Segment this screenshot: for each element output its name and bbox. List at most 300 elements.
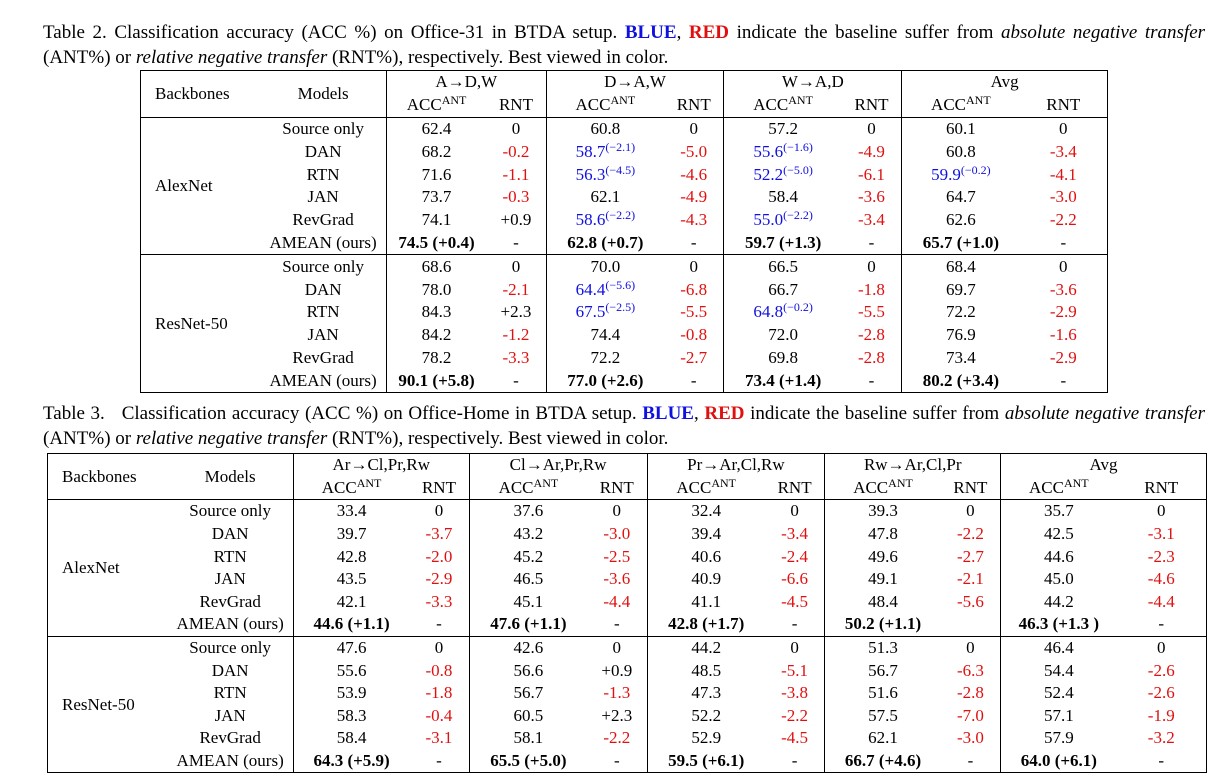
acc-cell [1001, 568, 1117, 591]
acc-cell [647, 727, 765, 750]
model-cell: JAN [214, 705, 246, 725]
rnt-cell: -5.5 [680, 302, 708, 322]
acc-cell [1001, 750, 1117, 773]
rnt-cell: -2.9 [1049, 347, 1077, 367]
rnt-cell: -3.3 [502, 347, 530, 367]
rnt-cell: -3.7 [425, 524, 453, 544]
header-group: Avg [1001, 454, 1207, 477]
header-acc-sup: ANT [533, 475, 559, 490]
acc-cell [386, 301, 486, 324]
rnt-cell: -1.3 [603, 683, 631, 703]
acc-value: 55.6 [336, 660, 367, 680]
acc-value: 59.5 (+6.1) [668, 751, 745, 771]
header-rnt: RNT [498, 95, 533, 115]
acc-cell [825, 636, 941, 659]
acc-cell [724, 324, 842, 347]
acc-value: 37.6 [513, 501, 544, 521]
acc-value: 56.3 [575, 164, 606, 184]
acc-value: 57.1 [1043, 705, 1074, 725]
table3-caption [43, 401, 1205, 451]
acc-value: 39.7 [336, 524, 367, 544]
header-acc-text: ACC [498, 477, 534, 497]
rnt-cell: 0 [409, 500, 469, 523]
acc-cell [647, 568, 765, 591]
acc-cell [293, 705, 409, 728]
rnt-cell: - [613, 751, 620, 771]
rnt-cell: - [868, 232, 875, 252]
rnt-cell: -2.8 [858, 325, 885, 345]
acc-value: 72.2 [945, 302, 976, 322]
model-cell: Source only [167, 636, 293, 659]
acc-cell [546, 278, 664, 301]
rnt-cell: +0.9 [500, 210, 532, 230]
acc-cell [902, 347, 1020, 370]
rnt-cell: - [967, 751, 974, 771]
model-cell: Source only [260, 255, 386, 278]
acc-value: 64.4 [575, 279, 606, 299]
header-rnt: RNT [421, 477, 456, 497]
acc-cell [293, 545, 409, 568]
header-rnt: RNT [1046, 95, 1081, 115]
table-row [141, 209, 1108, 232]
acc-value: 60.8 [590, 118, 621, 138]
rnt-cell: -2.4 [781, 546, 809, 566]
header-group: D→A,W [546, 71, 724, 94]
header-rnt: RNT [676, 95, 711, 115]
rnt-cell: -2.7 [680, 347, 708, 367]
acc-value: 45.0 [1043, 569, 1074, 589]
rnt-cell: +2.3 [500, 302, 532, 322]
acc-cell [825, 659, 941, 682]
rnt-cell: -1.1 [502, 164, 530, 184]
rnt-cell: - [1060, 232, 1067, 252]
acc-cell [293, 682, 409, 705]
acc-cell [1001, 523, 1117, 546]
acc-value: 39.3 [868, 501, 898, 521]
rnt-cell: -4.4 [603, 591, 631, 611]
acc-value: 44.6 (+1.1) [313, 614, 390, 634]
rnt-cell: -4.6 [1147, 569, 1175, 589]
acc-cell [647, 636, 765, 659]
rnt-cell: -0.8 [680, 325, 708, 345]
header-acc-sup: ANT [711, 475, 737, 490]
acc-value: 68.2 [421, 141, 452, 161]
header-group: Avg [902, 71, 1108, 94]
acc-cell [293, 750, 409, 773]
acc-delta: (−0.2) [783, 300, 813, 315]
acc-value: 84.2 [421, 325, 452, 345]
caption-comma: , [676, 22, 682, 43]
acc-value: 80.2 (+3.4) [922, 370, 999, 390]
model-cell: RevGrad [292, 347, 354, 367]
acc-cell [1001, 727, 1117, 750]
acc-cell [293, 500, 409, 523]
rnt-cell: -3.6 [1049, 279, 1077, 299]
header-group: Ar→Cl,Pr,Rw [293, 454, 469, 477]
rnt-cell: -3.6 [858, 187, 885, 207]
acc-value: 48.4 [868, 591, 898, 611]
rnt-cell: 0 [664, 255, 724, 278]
rnt-cell: -1.8 [858, 279, 885, 299]
acc-value: 74.1 [421, 210, 452, 230]
rnt-cell: 0 [1020, 255, 1108, 278]
acc-cell [546, 209, 664, 232]
acc-cell [386, 369, 486, 392]
acc-cell [293, 636, 409, 659]
rnt-cell: 0 [409, 636, 469, 659]
rnt-cell [941, 613, 1001, 636]
rnt-cell: -4.5 [781, 591, 809, 611]
rnt-cell: -3.4 [1049, 141, 1077, 161]
acc-value: 53.9 [336, 683, 367, 703]
acc-cell [825, 682, 941, 705]
acc-cell [293, 523, 409, 546]
acc-cell [469, 636, 587, 659]
table-row [141, 369, 1108, 392]
acc-cell [902, 324, 1020, 347]
header-acc-sup: ANT [1063, 475, 1089, 490]
rnt-cell: -5.6 [956, 591, 984, 611]
acc-cell [546, 369, 664, 392]
model-cell: RevGrad [199, 728, 261, 748]
rnt-cell: -1.8 [425, 683, 453, 703]
table-row [141, 186, 1108, 209]
acc-value: 60.5 [513, 705, 544, 725]
header-acc-text: ACC [1029, 477, 1064, 497]
acc-value: 46.5 [513, 569, 544, 589]
acc-cell [1001, 591, 1117, 614]
acc-delta: (−2.1) [605, 139, 636, 154]
acc-value: 69.7 [945, 279, 976, 299]
header-rnt: RNT [1144, 477, 1179, 497]
table-row [141, 278, 1108, 301]
acc-cell [647, 500, 765, 523]
header-rnt: RNT [777, 477, 812, 497]
acc-cell [386, 324, 486, 347]
acc-value: 46.4 [1043, 638, 1074, 658]
rnt-cell: 0 [941, 500, 1001, 523]
header-rnt: RNT [953, 477, 988, 497]
acc-value: 35.7 [1043, 501, 1074, 521]
rnt-cell: -6.1 [858, 164, 885, 184]
acc-value: 52.2 [691, 705, 722, 725]
caption-rnt: relative negative transfer [135, 47, 328, 68]
model-cell: DAN [304, 141, 342, 161]
acc-cell [293, 613, 409, 636]
caption-text: indicate the baseline suffer from [750, 403, 1000, 424]
table2 [140, 70, 1108, 393]
acc-value: 68.6 [421, 256, 452, 276]
acc-value: 58.6 [575, 210, 606, 230]
acc-cell [469, 727, 587, 750]
rnt-cell: -5.1 [781, 660, 809, 680]
acc-cell [546, 232, 664, 255]
acc-value: 70.0 [590, 256, 621, 276]
acc-value: 52.4 [1043, 683, 1074, 703]
rnt-cell: -2.0 [425, 546, 453, 566]
acc-cell [724, 163, 842, 186]
acc-cell [386, 186, 486, 209]
model-cell: DAN [211, 660, 249, 680]
acc-value: 64.0 (+6.1) [1020, 751, 1097, 771]
rnt-cell: +2.3 [601, 705, 633, 725]
acc-cell [546, 163, 664, 186]
acc-value: 47.6 [336, 638, 367, 658]
rnt-cell: -2.9 [1049, 302, 1077, 322]
acc-cell [386, 232, 486, 255]
rnt-cell: - [436, 751, 442, 771]
rnt-cell: -2.9 [425, 569, 453, 589]
acc-cell [825, 613, 941, 636]
rnt-cell: -2.6 [1147, 683, 1175, 703]
rnt-cell: -2.8 [858, 347, 885, 367]
acc-value: 65.7 (+1.0) [922, 232, 999, 252]
acc-value: 49.6 [868, 546, 898, 566]
table-row [141, 255, 1108, 278]
header-acc [825, 477, 941, 500]
acc-delta: (−0.2) [960, 162, 991, 177]
backbone-cell: AlexNet [48, 500, 168, 637]
table-row [48, 727, 1207, 750]
acc-cell [825, 727, 941, 750]
rnt-cell: -6.3 [956, 660, 984, 680]
acc-cell [724, 140, 842, 163]
model-cell: Source only [260, 117, 386, 140]
acc-value: 44.2 [1043, 591, 1074, 611]
acc-value: 56.7 [868, 660, 898, 680]
rnt-cell: 0 [765, 636, 825, 659]
model-cell: JAN [307, 187, 339, 207]
rnt-cell: 0 [941, 636, 1001, 659]
rnt-cell: -4.9 [680, 187, 708, 207]
acc-value: 58.7 [575, 141, 606, 161]
acc-cell [647, 682, 765, 705]
rnt-cell: -2.7 [956, 546, 984, 566]
acc-cell [724, 232, 842, 255]
caption-ant: absolute negative transfer [1000, 22, 1206, 43]
rnt-cell: 0 [1020, 117, 1108, 140]
caption-text: (ANT%) or [43, 428, 132, 449]
acc-value: 49.1 [868, 569, 898, 589]
acc-cell [724, 186, 842, 209]
acc-value: 33.4 [336, 501, 367, 521]
table-row [141, 232, 1108, 255]
rnt-cell: -2.3 [1147, 546, 1175, 566]
header-group: Rw→Ar,Cl,Pr [825, 454, 1001, 477]
acc-value: 40.9 [691, 569, 722, 589]
header-rnt: RNT [599, 477, 634, 497]
rnt-cell: - [1158, 751, 1165, 771]
acc-cell [825, 750, 941, 773]
acc-value: 90.1 (+5.8) [398, 370, 475, 390]
header-acc-sup: ANT [966, 93, 991, 108]
model-cell: RTN [306, 164, 340, 184]
caption-rnt: relative negative transfer [135, 428, 328, 449]
model-cell: RevGrad [292, 210, 354, 230]
acc-value: 71.6 [421, 164, 452, 184]
rnt-cell: -3.3 [425, 591, 453, 611]
acc-value: 78.0 [421, 279, 452, 299]
acc-cell [1001, 636, 1117, 659]
rnt-cell: 0 [765, 500, 825, 523]
acc-cell [293, 727, 409, 750]
rnt-cell: - [436, 614, 442, 634]
rnt-cell: -1.9 [1147, 705, 1175, 725]
table-row [141, 163, 1108, 186]
caption-red: RED [688, 22, 730, 43]
acc-value: 74.4 [590, 325, 621, 345]
header-acc [1001, 477, 1117, 500]
acc-cell [825, 523, 941, 546]
acc-cell [469, 613, 587, 636]
table-row [141, 301, 1108, 324]
acc-cell [724, 278, 842, 301]
acc-value: 60.1 [945, 118, 976, 138]
model-cell: RevGrad [199, 591, 261, 611]
acc-cell [647, 545, 765, 568]
acc-cell [1001, 659, 1117, 682]
acc-value: 73.4 [945, 347, 976, 367]
acc-cell [546, 140, 664, 163]
acc-cell [724, 255, 842, 278]
acc-value: 54.4 [1043, 660, 1074, 680]
header-acc-text: ACC [676, 477, 712, 497]
table-row [48, 568, 1207, 591]
caption-label: Table 3. [43, 403, 105, 424]
rnt-cell: -4.3 [680, 210, 708, 230]
rnt-cell: -2.1 [502, 279, 530, 299]
header-acc-text: ACC [575, 95, 611, 115]
table-row [48, 705, 1207, 728]
acc-cell [469, 591, 587, 614]
acc-value: 56.6 [513, 660, 544, 680]
acc-value: 72.2 [590, 347, 621, 367]
acc-cell [902, 117, 1020, 140]
header-acc-sup: ANT [356, 475, 382, 490]
header-acc-text: ACC [753, 95, 789, 115]
table-row [48, 613, 1207, 636]
acc-cell [647, 705, 765, 728]
acc-value: 77.0 (+2.6) [567, 370, 644, 390]
acc-value: 73.7 [421, 187, 452, 207]
header-acc [469, 477, 587, 500]
rnt-cell: -0.8 [425, 660, 453, 680]
acc-value: 62.6 [945, 210, 976, 230]
acc-cell [293, 659, 409, 682]
acc-cell [724, 369, 842, 392]
acc-value: 52.9 [691, 728, 722, 748]
acc-value: 42.5 [1043, 524, 1074, 544]
backbone-cell: ResNet-50 [141, 255, 261, 393]
table-row [141, 117, 1108, 140]
rnt-cell: +0.9 [601, 660, 633, 680]
acc-value: 39.4 [691, 524, 722, 544]
caption-label: Table 2. [43, 22, 107, 43]
table2-caption [43, 20, 1205, 70]
rnt-cell: 0 [842, 117, 902, 140]
model-cell: AMEAN (ours) [269, 232, 377, 252]
acc-cell [724, 347, 842, 370]
model-cell: DAN [211, 524, 249, 544]
acc-cell [386, 255, 486, 278]
acc-value: 64.3 (+5.9) [313, 751, 390, 771]
acc-cell [825, 705, 941, 728]
acc-cell [902, 232, 1020, 255]
acc-value: 62.1 [868, 728, 898, 748]
header-acc-sup: ANT [888, 475, 913, 490]
acc-value: 43.5 [336, 569, 367, 589]
acc-value: 62.8 (+0.7) [567, 232, 644, 252]
acc-value: 52.2 [753, 164, 784, 184]
acc-cell [902, 140, 1020, 163]
model-cell: RTN [213, 683, 247, 703]
acc-cell [825, 591, 941, 614]
table-row [48, 523, 1207, 546]
rnt-cell: -3.8 [781, 683, 809, 703]
acc-cell [902, 186, 1020, 209]
header-group: Cl→Ar,Pr,Rw [469, 454, 647, 477]
acc-value: 57.5 [868, 705, 898, 725]
rnt-cell: -4.5 [781, 728, 809, 748]
acc-delta: (−5.0) [783, 162, 813, 177]
acc-cell [546, 347, 664, 370]
rnt-cell: 0 [1117, 500, 1207, 523]
acc-value: 66.5 [768, 256, 798, 276]
model-cell: DAN [304, 279, 342, 299]
rnt-cell: -4.4 [1147, 591, 1175, 611]
rnt-cell: -1.2 [502, 325, 530, 345]
rnt-cell: 0 [842, 255, 902, 278]
acc-cell [647, 659, 765, 682]
caption-red: RED [704, 403, 745, 424]
acc-cell [469, 568, 587, 591]
caption-comma: , [693, 403, 699, 424]
acc-value: 51.3 [868, 638, 898, 658]
table-row [48, 591, 1207, 614]
rnt-cell: 0 [1117, 636, 1207, 659]
acc-cell [546, 324, 664, 347]
acc-value: 55.6 [753, 141, 784, 161]
acc-cell [469, 659, 587, 682]
acc-cell [546, 117, 664, 140]
acc-cell [825, 568, 941, 591]
table-row [141, 324, 1108, 347]
rnt-cell: -3.6 [603, 569, 631, 589]
acc-value: 44.2 [691, 638, 722, 658]
table-row [141, 347, 1108, 370]
header-backbones: Backbones [62, 466, 137, 486]
acc-value: 59.9 [931, 164, 961, 184]
header-acc-text: ACC [406, 95, 442, 115]
acc-value: 43.2 [513, 524, 544, 544]
acc-cell [1001, 613, 1117, 636]
rnt-cell: 0 [587, 500, 647, 523]
acc-cell [469, 705, 587, 728]
acc-value: 64.7 [945, 187, 976, 207]
model-cell: AMEAN (ours) [176, 751, 284, 771]
acc-cell [1001, 682, 1117, 705]
rnt-cell: -5.0 [680, 141, 708, 161]
acc-value: 74.5 (+0.4) [398, 232, 475, 252]
rnt-cell: - [1158, 614, 1165, 634]
rnt-cell: -7.0 [956, 705, 984, 725]
acc-cell [293, 591, 409, 614]
model-cell: AMEAN (ours) [176, 614, 284, 634]
acc-cell [1001, 500, 1117, 523]
header-acc-text: ACC [931, 95, 967, 115]
acc-value: 44.6 [1043, 546, 1074, 566]
acc-cell [546, 255, 664, 278]
